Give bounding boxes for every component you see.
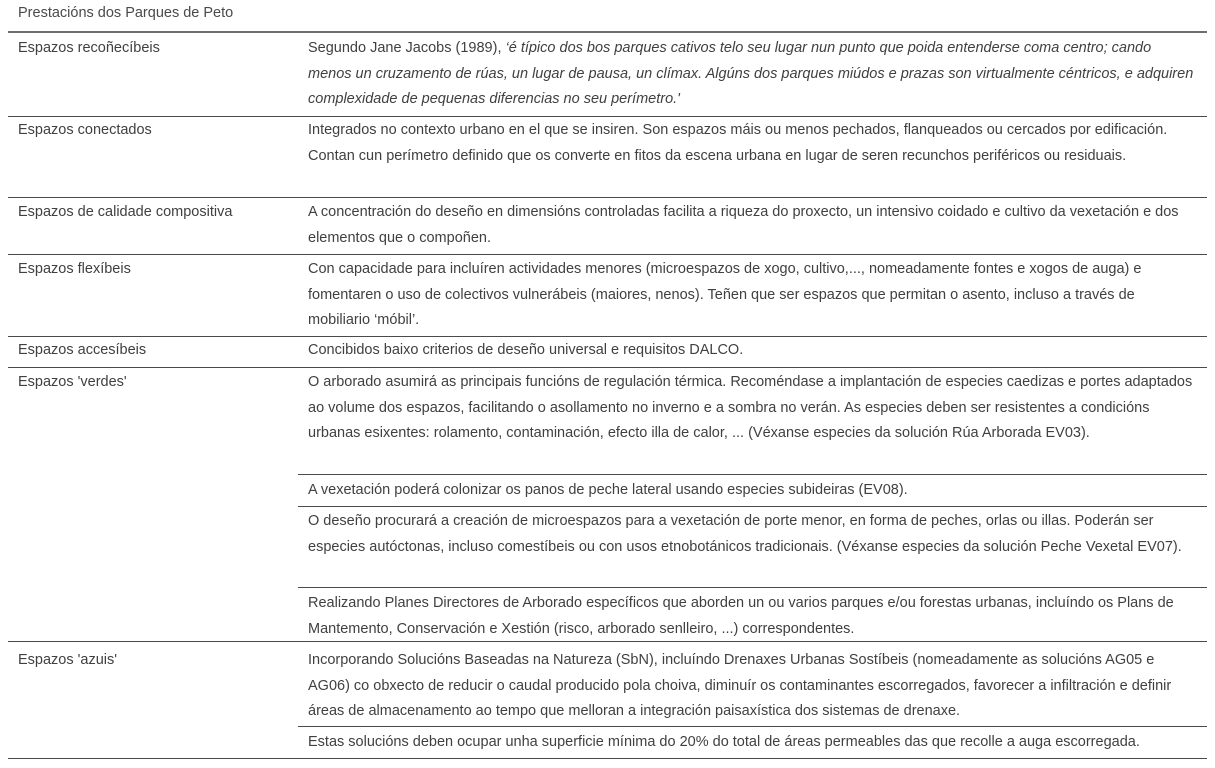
table-title: Prestacións dos Parques de Peto	[18, 5, 234, 21]
sub-row-divider	[298, 506, 1207, 507]
row-description: A concentración do deseño en dimensións controladas facilita a riqueza do proxecto, un intensivo coidado e cultivo da vexetación e dos elementos que o compoñen.	[308, 204, 1179, 246]
row-description	[308, 36, 1198, 113]
row-divider	[8, 254, 1207, 255]
description-lead: Segundo Jane Jacobs (1989),	[308, 40, 506, 56]
row-description: Integrados no contexto urbano en el que se insiren. Son espazos máis ou menos pechados, flanqueados ou cercados por edificación. Contan cun perímetro definido que os converte en fitos da escena urbana en lugar de seren recunchos periféricos ou residuais.	[308, 122, 1168, 164]
row-description: Incorporando Solucións Baseadas na Natureza (SbN), incluíndo Drenaxes Urbanas Sostíbeis (nomeadamente as solucións AG05 e AG06) co obxecto de reducir o caudal producido pola choiva, diminuír os contaminantes escorregados, favorecer a infiltración e definir áreas de almacenamento ao tempo que melloran a integración paisaxística dos sistemas de drenaxe.	[308, 652, 1172, 719]
row-description: Estas solucións deben ocupar unha superficie mínima do 20% do total de áreas permeables das que recolle a auga escorregada.	[308, 734, 1140, 750]
row-description: O deseño procurará a creación de microespazos para a vexetación de porte menor, en forma de peches, orlas ou illas. Poderán ser especies autóctonas, incluso comestíbeis ou con usos etnobotánicos tradicionais. (Véxanse especies da solución Peche Vexetal EV07).	[308, 513, 1182, 555]
row-divider	[8, 116, 1207, 117]
row-divider	[8, 367, 1207, 368]
row-category: Espazos de calidade compositiva	[18, 204, 233, 220]
row-description: Concibidos baixo criterios de deseño universal e requisitos DALCO.	[308, 342, 744, 358]
sub-row-divider	[298, 587, 1207, 588]
row-description: Realizando Planes Directores de Arborado específicos que aborden un ou varios parques e/ou forestas urbanas, incluíndo os Plans de Mantemento, Conservación e Xestión (risco, arborado senlleiro, ...) correspondentes.	[308, 595, 1174, 637]
row-description: A vexetación poderá colonizar os panos de peche lateral usando especies subideiras (EV08).	[308, 482, 908, 498]
description-quote: ‘é típico dos bos parques cativos telo seu lugar nun punto que poida entenderse coma centro; cando menos un cruzamento de rúas, un lugar de pausa, un clímax. Algúns dos parques miúdos e prazas son virtualmente céntricos, e adquiren complexidade de pequenas diferencias no seu perímetro.'	[308, 40, 1194, 107]
sub-row-divider	[298, 726, 1207, 727]
row-divider	[8, 197, 1207, 198]
sub-row-divider	[298, 474, 1207, 475]
table-bottom-rule	[8, 758, 1207, 759]
row-description: Con capacidade para incluíren actividades menores (microespazos de xogo, cultivo,..., nomeadamente fontes e xogos de auga) e fomentaren o uso de colectivos vulnerábeis (maiores, nenos). Teñen que ser espazos que permitan o asento, incluso a través de mobiliario ‘móbil’.	[308, 261, 1142, 328]
row-category: Espazos 'azuis'	[18, 652, 118, 668]
row-divider	[8, 641, 1207, 642]
row-category: Espazos accesíbeis	[18, 342, 147, 358]
header-rule	[8, 31, 1207, 33]
row-category: Espazos recoñecíbeis	[18, 40, 160, 56]
row-divider	[8, 336, 1207, 337]
row-category: Espazos flexíbeis	[18, 261, 131, 277]
row-description: O arborado asumirá as principais funcións de regulación térmica. Recoméndase a implantación de especies caedizas e portes adaptados ao volume dos espazos, facilitando o asollamento no inverno e a sombra no verán. As especies deben ser resistentes a condicións urbanas esixentes: rolamento, contaminación, efecto illa de calor, ... (Véxanse especies da solución Rúa Arborada EV03).	[308, 374, 1193, 441]
row-category: Espazos conectados	[18, 122, 152, 138]
row-category: Espazos 'verdes'	[18, 374, 127, 390]
